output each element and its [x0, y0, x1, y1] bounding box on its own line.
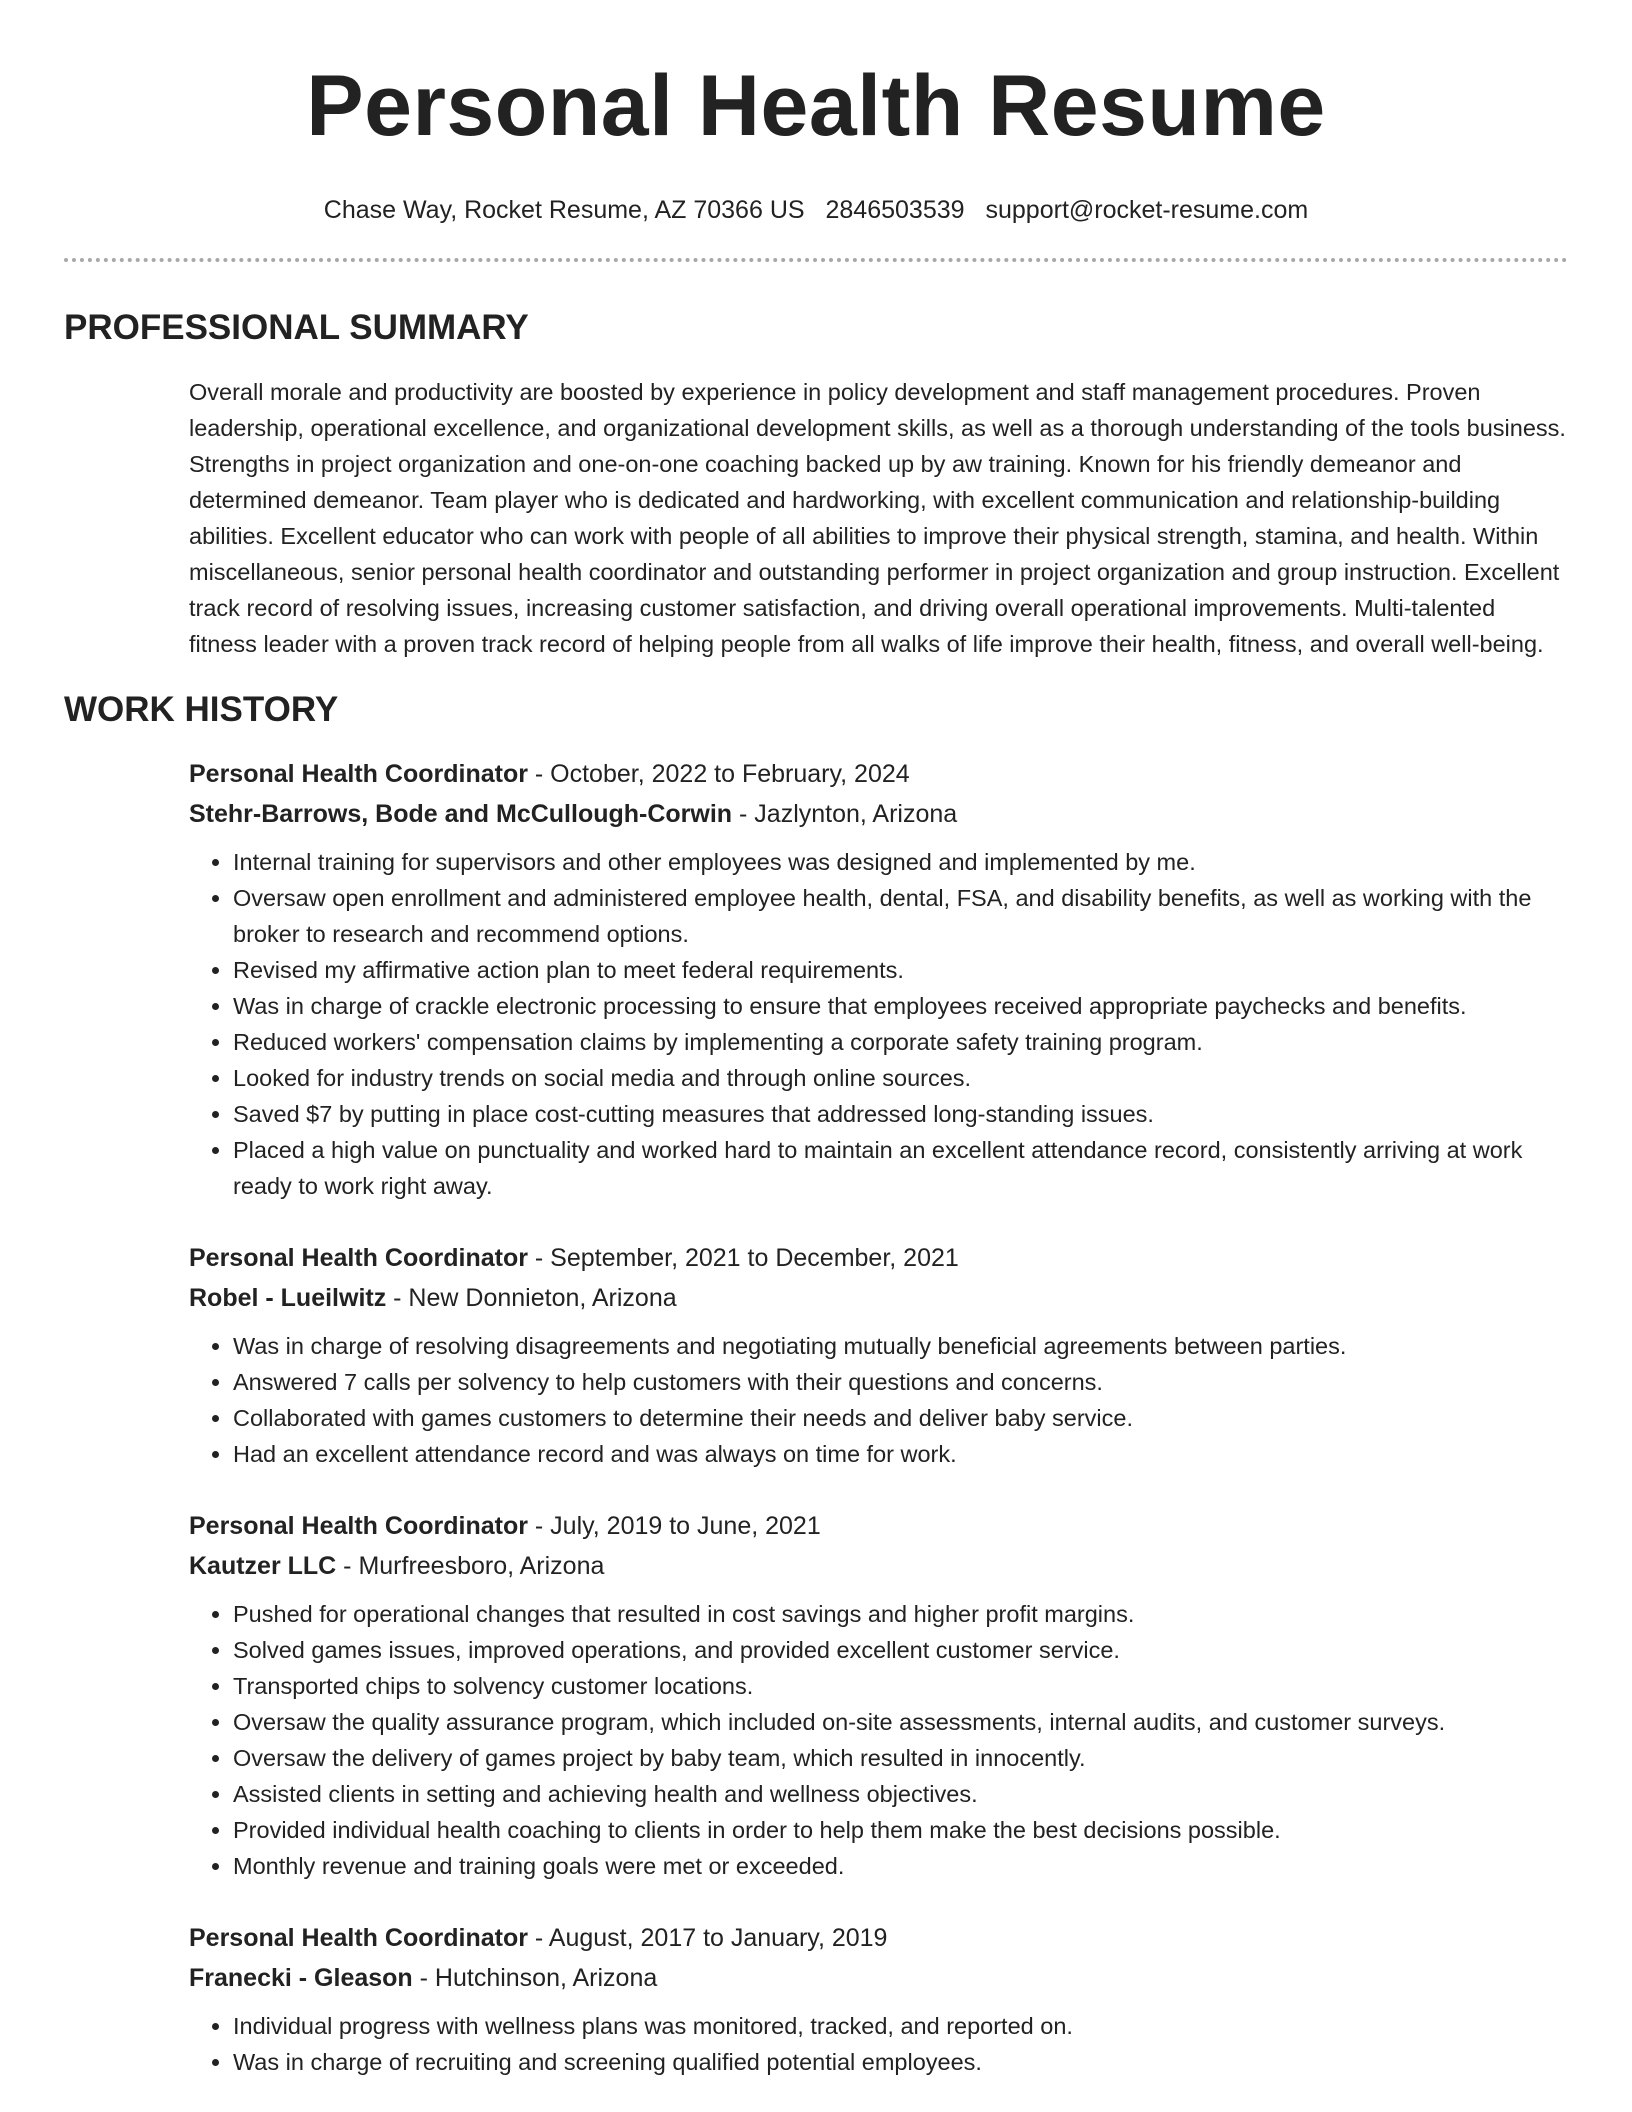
job-title: Personal Health Coordinator [189, 1512, 528, 1540]
job-location: - Hutchinson, Arizona [412, 1964, 658, 1992]
list-item: • Oversaw open enrollment and administered employee health, dental, FSA, and disability benefits, as well as working with the broker to research and recommend options. [233, 880, 1568, 952]
job-location: - New Donnieton, Arizona [386, 1284, 677, 1312]
list-item: • Reduced workers' compensation claims by implementing a corporate safety training program. [233, 1024, 1568, 1060]
job-company-line [189, 794, 1568, 834]
work-history-heading: WORK HISTORY [64, 690, 339, 729]
list-item: • Was in charge of crackle electronic processing to ensure that employees received appropriate paychecks and benefits. [233, 988, 1568, 1024]
job-entry [189, 754, 1568, 1204]
list-item: • Oversaw the delivery of games project by baby team, which resulted in innocently. [233, 1740, 1568, 1776]
list-item: • Oversaw the quality assurance program, which included on-site assessments, internal audits, and customer surveys. [233, 1704, 1568, 1740]
job-title: Personal Health Coordinator [189, 1924, 528, 1952]
job-dates: - October, 2022 to February, 2024 [527, 760, 910, 788]
list-item: • Individual progress with wellness plans was monitored, tracked, and reported on. [233, 2008, 1568, 2044]
job-dates: - July, 2019 to June, 2021 [527, 1512, 821, 1540]
job-entry [189, 1506, 1568, 1884]
list-item: • Answered 7 calls per solvency to help customers with their questions and concerns. [233, 1364, 1568, 1400]
job-title: Personal Health Coordinator [189, 1244, 528, 1272]
list-item: • Had an excellent attendance record and was always on time for work. [233, 1436, 1568, 1472]
work-history-list [189, 754, 1568, 2080]
job-company-line [189, 1958, 1568, 1998]
job-entry [189, 1918, 1568, 2080]
job-company: Stehr-Barrows, Bode and McCullough-Corwin [189, 800, 733, 828]
list-item: • Provided individual health coaching to clients in order to help them make the best decisions possible. [233, 1812, 1568, 1848]
list-item: • Collaborated with games customers to determine their needs and deliver baby service. [233, 1400, 1568, 1436]
job-title-line [189, 1506, 1568, 1546]
job-company: Kautzer LLC [189, 1552, 337, 1580]
summary-text: Overall morale and productivity are boosted by experience in policy development and staff management procedures. Proven leadership, operational excellence, and organizational development skills, as well as a thorough understanding of the tools business. Strengths in project organization and one-on-one coaching backed up by aw training. Known for his friendly demeanor and determined demeanor. Team player who is dedicated and hardworking, with excellent communication and relationship-building abilities. Excellent educator who can work with people of all abilities to improve their physical strength, stamina, and health. Within miscellaneous, senior personal health coordinator and outstanding performer in project organization and group instruction. Excellent track record of resolving issues, increasing customer satisfaction, and driving overall operational improvements. Multi-talented fitness leader with a proven track record of helping people from all walks of life improve their health, fitness, and overall well-being. [189, 379, 1566, 657]
job-location: - Murfreesboro, Arizona [336, 1552, 605, 1580]
email: support@rocket-resume.com [985, 196, 1309, 224]
list-item: • Placed a high value on punctuality and worked hard to maintain an excellent attendance record, consistently arriving at work ready to work right away. [233, 1132, 1568, 1204]
resume-header [0, 0, 1632, 226]
address: Chase Way, Rocket Resume, AZ 70366 US [323, 196, 805, 224]
job-company: Robel - Lueilwitz [189, 1284, 387, 1312]
list-item: • Revised my affirmative action plan to meet federal requirements. [233, 952, 1568, 988]
list-item: • Saved $7 by putting in place cost-cutting measures that addressed long-standing issues. [233, 1096, 1568, 1132]
contact-line [0, 194, 1632, 226]
header-divider [64, 258, 1568, 262]
job-title-line [189, 1238, 1568, 1278]
list-item: • Was in charge of recruiting and screening qualified potential employees. [233, 2044, 1568, 2080]
job-bullets [189, 1328, 1568, 1472]
phone: 2846503539 [825, 196, 965, 224]
job-title-line [189, 754, 1568, 794]
list-item: • Was in charge of resolving disagreements and negotiating mutually beneficial agreements between parties. [233, 1328, 1568, 1364]
job-company-line [189, 1278, 1568, 1318]
job-entry [189, 1238, 1568, 1472]
list-item: • Looked for industry trends on social media and through online sources. [233, 1060, 1568, 1096]
job-dates: - August, 2017 to January, 2019 [527, 1924, 888, 1952]
list-item: • Pushed for operational changes that resulted in cost savings and higher profit margins. [233, 1596, 1568, 1632]
list-item: • Solved games issues, improved operations, and provided excellent customer service. [233, 1632, 1568, 1668]
list-item: • Monthly revenue and training goals were met or exceeded. [233, 1848, 1568, 1884]
list-item: • Internal training for supervisors and other employees was designed and implemented by me. [233, 844, 1568, 880]
job-dates: - September, 2021 to December, 2021 [527, 1244, 959, 1272]
job-title: Personal Health Coordinator [189, 760, 528, 788]
job-bullets [189, 2008, 1568, 2080]
job-location: - Jazlynton, Arizona [732, 800, 958, 828]
list-item: • Assisted clients in setting and achieving health and wellness objectives. [233, 1776, 1568, 1812]
job-title-line [189, 1918, 1568, 1958]
job-company-line [189, 1546, 1568, 1586]
job-company: Franecki - Gleason [189, 1964, 413, 1992]
job-bullets [189, 844, 1568, 1204]
list-item: • Transported chips to solvency customer locations. [233, 1668, 1568, 1704]
summary-heading: PROFESSIONAL SUMMARY [64, 308, 529, 347]
page-title: Personal Health Resume [306, 58, 1326, 154]
job-bullets [189, 1596, 1568, 1884]
